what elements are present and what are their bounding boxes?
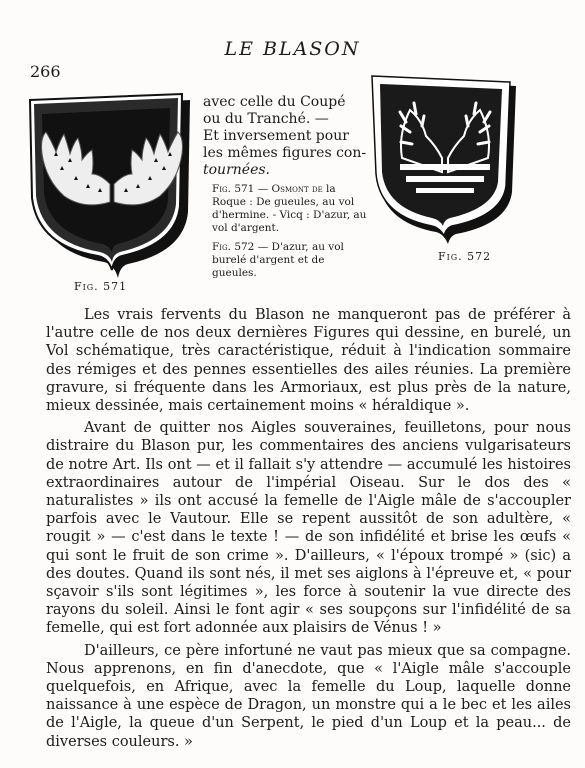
- caption-572-ref: Fig. 572 —: [212, 241, 269, 253]
- caption-572-text: D'azur, au vol burelé d'argent et de gueules.: [212, 241, 344, 279]
- figure-captions: [212, 183, 372, 286]
- intro-line: avec celle du Coupé: [203, 94, 346, 110]
- paragraph: D'ailleurs, ce père infortuné ne vaut pas mieux que sa compagne. Nous apprenons, en fin d'anecdote, que « l'Aigle mâle s'accouple quelquefois, en Afrique, avec la femelle du Loup, laquelle donne naissance à une espèce de Dragon, un monstre qui a le bec et les ailes de l'Aigle, la queue d'un Serpent, le pied d'un Loup et la peau... de diverses couleurs. »: [46, 642, 571, 750]
- figure-label-571: Fig. 571: [74, 280, 128, 293]
- paragraph: Les vrais fervents du Blason ne manqueront pas de préférer à l'autre celle de nos deux dernières Figures qui dessine, en burelé, un Vol schématique, très caractéristique, réduit à l'indication sommaire des rémiges et des pennes essentielles des ailes réunies. La première gravure, si fréquente dans les Armoriaux, est plus près de la nature, mieux dessinée, mais certainement moins « héraldique ».: [46, 307, 571, 415]
- intro-text: [203, 94, 367, 179]
- intro-line: Et inversement pour: [203, 128, 349, 144]
- caption-571-text: la Roque : De gueules, au vol d'hermine. - Vicq : D'azur, au vol d'argent.: [212, 183, 367, 234]
- caption-571: [212, 183, 372, 235]
- running-title: LE BLASON: [224, 38, 361, 60]
- intro-line: ou du Tranché. —: [203, 111, 329, 127]
- caption-572: [212, 241, 372, 280]
- body-text: [46, 306, 571, 755]
- figure-label-572: Fig. 572: [438, 250, 492, 263]
- caption-571-ref: Fig. 571 — Osmont de: [212, 183, 323, 195]
- intro-line: tournées.: [203, 162, 270, 178]
- paragraph: Avant de quitter nos Aigles souveraines, feuilletons, pour nous distraire du Blason pur, les commentaires des anciens vulgarisateurs de notre Art. Ils ont — et il fallait s'y attendre — accumulé les histoires extraordinaires autour de l'impérial Oiseau. Sur le dos des « naturalistes » ils ont accusé la femelle de l'Aigle mâle de s'accoupler parfois avec le Vautour. Elle se repent aussitôt de son adultère, « rougit » — c'est dans le texte ! — de son infidélité et brise les œufs « qui sont le fruit de son crime ». D'ailleurs, « l'époux trompé » (sic) a des doutes. Quand ils sont nés, il met ses aiglons à l'épreuve et, « pour sçavoir s'ils sont légitimes », les force à soutenir la vue directe des rayons du soleil. Ainsi le font agir « ses soupçons sur l'infidélité de sa femelle, qui est fort adonnée aux plaisirs de Vénus ! »: [46, 420, 571, 637]
- shield-wings-barry-icon: [370, 74, 520, 244]
- shield-wings-ermine-icon: [24, 92, 196, 278]
- page-number: 266: [30, 62, 61, 81]
- intro-line: les mêmes figures con-: [203, 145, 367, 161]
